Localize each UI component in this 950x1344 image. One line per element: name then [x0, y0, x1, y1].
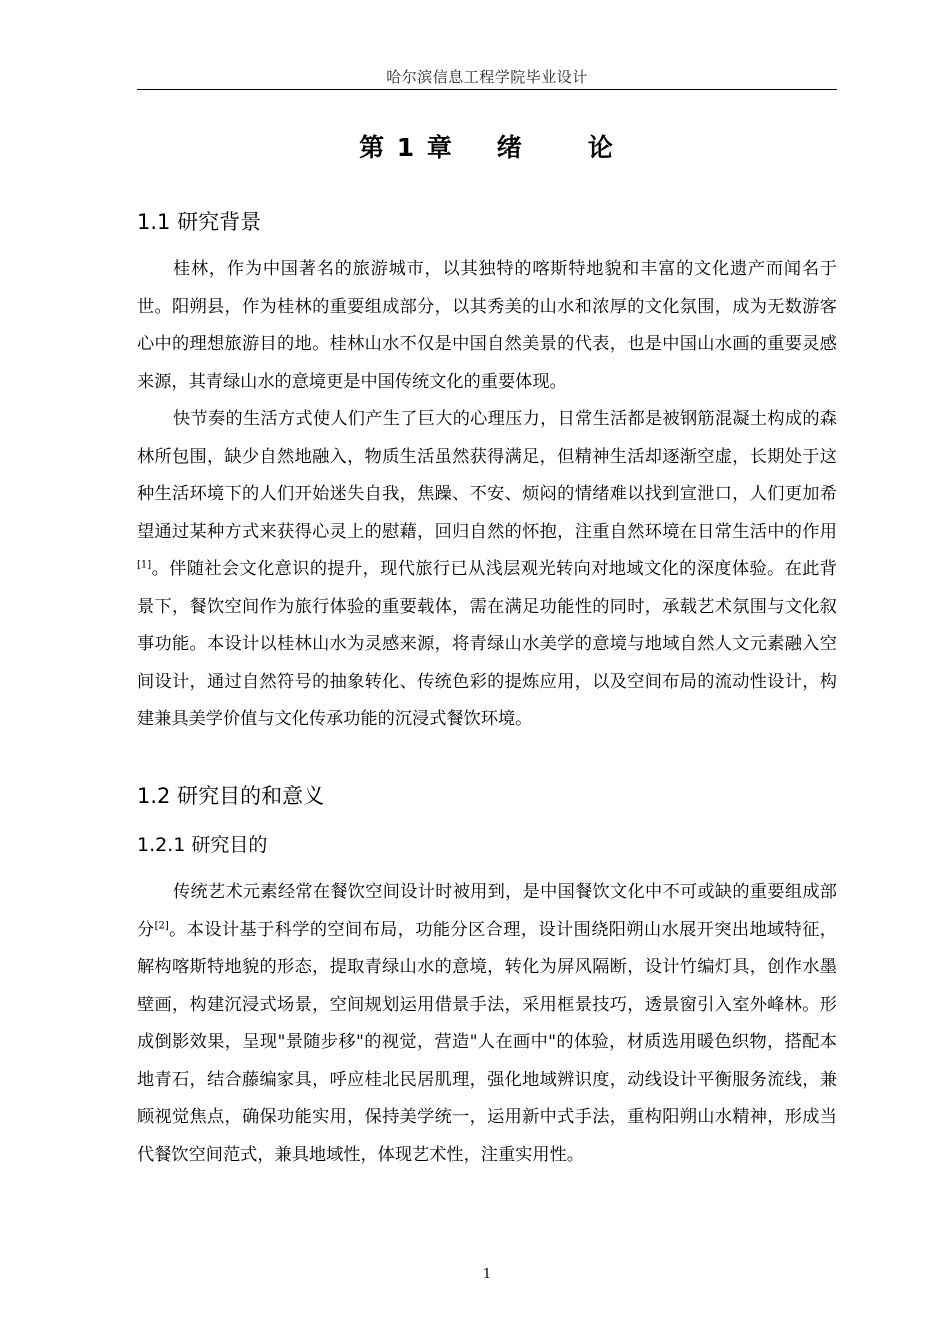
- paragraph-background-2: [137, 401, 837, 739]
- paragraph-text: 。伴随社会文化意识的提升，现代旅行已从浅层观光转向对地域文化的深度体验。在此背景下，餐饮空间作为旅行体验的重要载体，需在满足功能性的同时，承载艺术氛围与文化叙事功能。本设计以桂林山水为灵感来源，将青绿山水美学的意境与地域自然人文元素融入空间设计，通过自然符号的抽象转化、传统色彩的提炼应用，以及空间布局的流动性设计，构建兼具美学价值与文化传承功能的沉浸式餐饮环境。: [137, 559, 837, 729]
- paragraph-text: 快节奏的生活方式使人们产生了巨大的心理压力，日常生活都是被钢筋混凝土构成的森林所包围，缺少自然地融入，物质生活虽然获得满足，但精神生活却逐渐空虚，长期处于这种生活环境下的人们开始迷失自我，焦躁、不安、烦闷的情绪难以找到宣泄口，人们更加希望通过某种方式来获得心灵上的慰藉，回归自然的怀抱，注重自然环境在日常生活中的作用: [137, 409, 837, 542]
- header-divider: [137, 89, 837, 90]
- page-number: 1: [482, 1267, 492, 1282]
- section-heading-1-2-1: 1.2.1 研究目的: [137, 834, 268, 856]
- section-heading-1-1: 1.1 研究背景: [137, 210, 262, 234]
- paragraph-text: 传统艺术元素经常在餐饮空间设计时被用到，是中国餐饮文化中不可或缺的重要组成部分: [137, 882, 837, 940]
- paragraph-research-purpose: [137, 874, 837, 1174]
- paragraph-background-1: 桂林，作为中国著名的旅游城市，以其独特的喀斯特地貌和丰富的文化遗产而闻名于世。阳朔县，作为桂林的重要组成部分，以其秀美的山水和浓厚的文化氛围，成为无数游客心中的理想旅游目的地。桂林山水不仅是中国自然美景的代表，也是中国山水画的重要灵感来源，其青绿山水的意境更是中国传统文化的重要体现。: [137, 259, 837, 392]
- chapter-title: 第 1 章 绪 论: [359, 133, 615, 162]
- section-heading-1-2: 1.2 研究目的和意义: [137, 784, 325, 808]
- citation-ref-2: [2]: [154, 919, 169, 931]
- paragraph-text: 。本设计基于科学的空间布局，功能分区合理，设计围绕阳朔山水展开突出地域特征，解构喀斯特地貌的形态，提取青绿山水的意境，转化为屏风隔断，设计竹编灯具，创作水墨壁画，构建沉浸式场景，空间规划运用借景手法，采用框景技巧，透景窗引入室外峰林。形成倒影效果，呈现"景随步移"的视觉，营造"人在画中"的体验，材质选用暖色织物，搭配本地青石，结合藤编家具，呼应桂北民居肌理，强化地域辨识度，动线设计平衡服务流线，兼顾视觉焦点，确保功能实用，保持美学统一，运用新中式手法，重构阳朔山水精神，形成当代餐饮空间范式，兼具地域性，体现艺术性，注重实用性。: [137, 919, 837, 1165]
- citation-ref-1: [1]: [137, 559, 152, 571]
- page-header-title: 哈尔滨信息工程学院毕业设计: [386, 68, 588, 86]
